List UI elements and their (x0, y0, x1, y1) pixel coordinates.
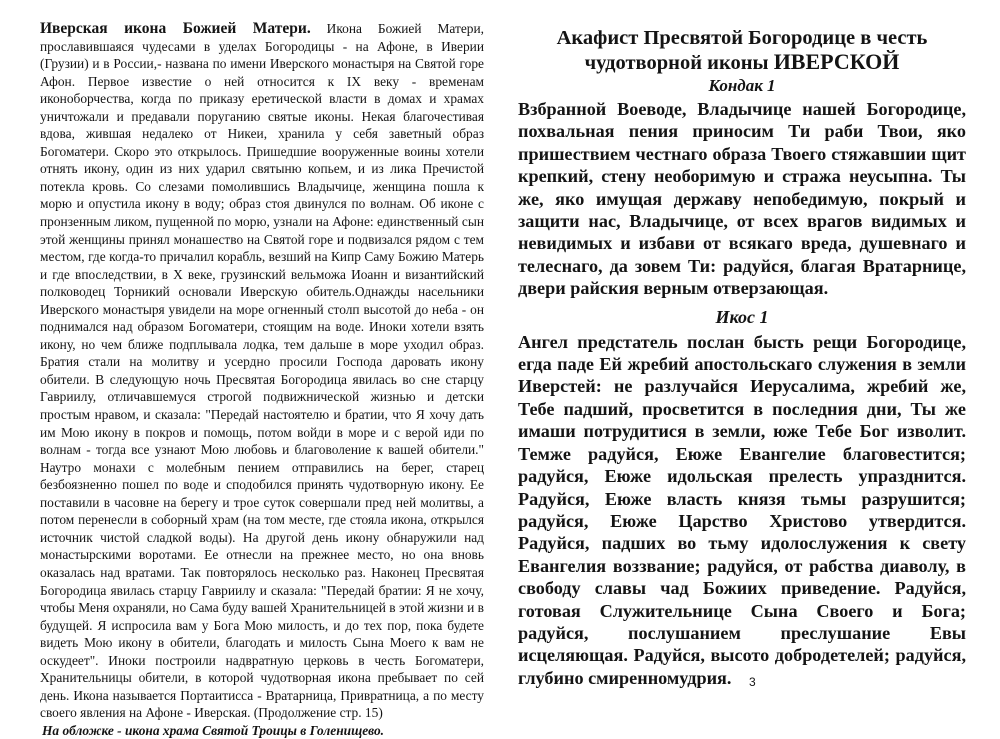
cover-credit: На обложке - икона храма Святой Троицы в Голенищево. (42, 722, 385, 738)
ikos-text: Ангел предстатель послан бысть рещи Богородице, егда паде Ей жребий апостольскаго служения в земли Иверстей: не разлучайся Иерусалима, жребий же, Тебе падший, просветится в последния дни, Ты же имаши потрудитися в земли, юже Тебе Бог изволит. Темже радуйся, Еюже Евангелие благовестится; радуйся, Еюже идольская прелесть упразднится. Радуйся, Еюже власть князя тьмы разрушится; радуйся, Еюже Царство Христово утвердится. Радуйся, падших во тьму идолослужения к свету Евангелия воззвание; радуйся, от рабства диаволу, в свободу славы чад Божиих приведение. Радуйся, готовая Служительнице Сына Своего и Бога; радуйся, послушанием преслушание Евы исцеляющая. Радуйся, высото добродетелей; радуйся, глубино смиренномудрия. (518, 331, 966, 688)
title-line-2 (518, 50, 966, 75)
left-page (0, 0, 500, 738)
title-line-2-prefix: чудотворной иконы (584, 52, 774, 74)
title-line-2-emphasis: ИВЕРСКОЙ (773, 49, 900, 74)
akathist-title (518, 27, 966, 75)
ikos-heading: Икос 1 (715, 306, 769, 327)
page-number: 3 (749, 675, 756, 689)
history-article (40, 20, 484, 722)
right-page (500, 0, 1000, 714)
article-title: Иверская икона Божией Матери. (40, 20, 311, 37)
article-body: Икона Божией Матери, прославившаяся чудесами в уделах Богородицы - на Афоне, в Иверии (Грузии) и в России,- названа по имени Иверского монастыря на Святой горе Афон. Первое известие о ней относится к IX веку - временам иконоборчества, когда по приказу еретической власти в домах и храмах уничтожали и предавали поруганию святые иконы. Некая благочестивая вдова, жившая недалеко от Никеи, хранила у себя заветный образ Богоматери. Скоро это открылось. Пришедшие вооруженные воины хотели отнять икону, один из них ударил святыню копьем, и из лика Пречистой потекла кровь. Со слезами помолившись Владычице, женщина пошла к морю и опустила икону в воду; образ стоя двинулся по волнам. Об иконе с пронзенным ликом, пущенной по морю, узнали на Афоне: единственный сын этой женщины принял монашество на Святой горе и подвизался рядом с тем местом, где когда-то причалил корабль, везший на Кипр Саму Божию Матерь и где впоследствии, в X веке, грузинский вельможа Иоанн и византийский полководец Торникий основали Иверскую обитель.Однажды насельники Иверского монастыря увидели на море огненный столп высотой до неба - он поднимался над образом Богоматери, стоящим на воде. Иноки хотели взять икону, но чем ближе подплывала лодка, тем дальше в море уходил образ. Братия стали на молитву и усердно просили Господа даровать икону обители. В следующую ночь Пресвятая Богородица явилась во сне старцу Гавриилу, отличавшемуся строгой подвижнической жизнью и детски простым нравом, и сказала: "Передай настоятелю и братии, что Я хочу дать им Мою икону в покров и помощь, потом войди в море и с верой иди по волнам - тогда все узнают Мою любовь и благоволение к вашей обители." Наутро монахи с молебным пением отправились на берег, старец безбоязненно пошел по воде и сподобился принять чудотворную икону. Ее поставили в часовне на берегу и трое суток совершали пред ней молитвы, а потом перенесли в соборный храм (на том месте, где стояла икона, открылся источник чистой сладкой воды). На другой день икону обнаружили над монастырскими воротами. Ее отнесли на прежнее место, но она вновь оказалась над вратами. Так повторялось несколько раз. Наконец Пресвятая Богородица явилась старцу Гавриилу и сказала: "Передай братии: Я не хочу, чтобы Меня охраняли, но Сама буду вашей Хранительницей в этой жизни и в будущей. Я испросила вам у Бога Мою милость, и до тех пор, пока будете видеть Мою икону в обители, благодать и милость Сына Моего к вам не оскудеет". Иноки построили надвратную церковь в честь Богоматери, Хранительницы обители, в которой чудотворная икона пребывает по сей день. Икона называется Портаитисса - Вратарница, Привратница, а по месту своего явления на Афоне - Иверская. (Продолжение стр. 15) (40, 21, 484, 721)
kondak-text: Взбранной Воеводе, Владычице нашей Богородице, похвальная пения приносим Ти раби Твои, яко пришествием честнаго образа Твоего стяжавшии щит крепкий, стену необоримую и стража неусыпна. Ты же, яко имущая державу непобедимую, покрый и защити нас, Владычице, от всех врагов видимых и невидимых и избави от всякаго вреда, душевнаго и телеснаго, да зовем Ти: радуйся, благая Вратарнице, двери райския верным отверзающая. (518, 99, 966, 299)
title-line-1: Акафист Пресвятой Богородице в честь (556, 27, 928, 49)
kondak-heading: Кондак 1 (708, 76, 776, 95)
